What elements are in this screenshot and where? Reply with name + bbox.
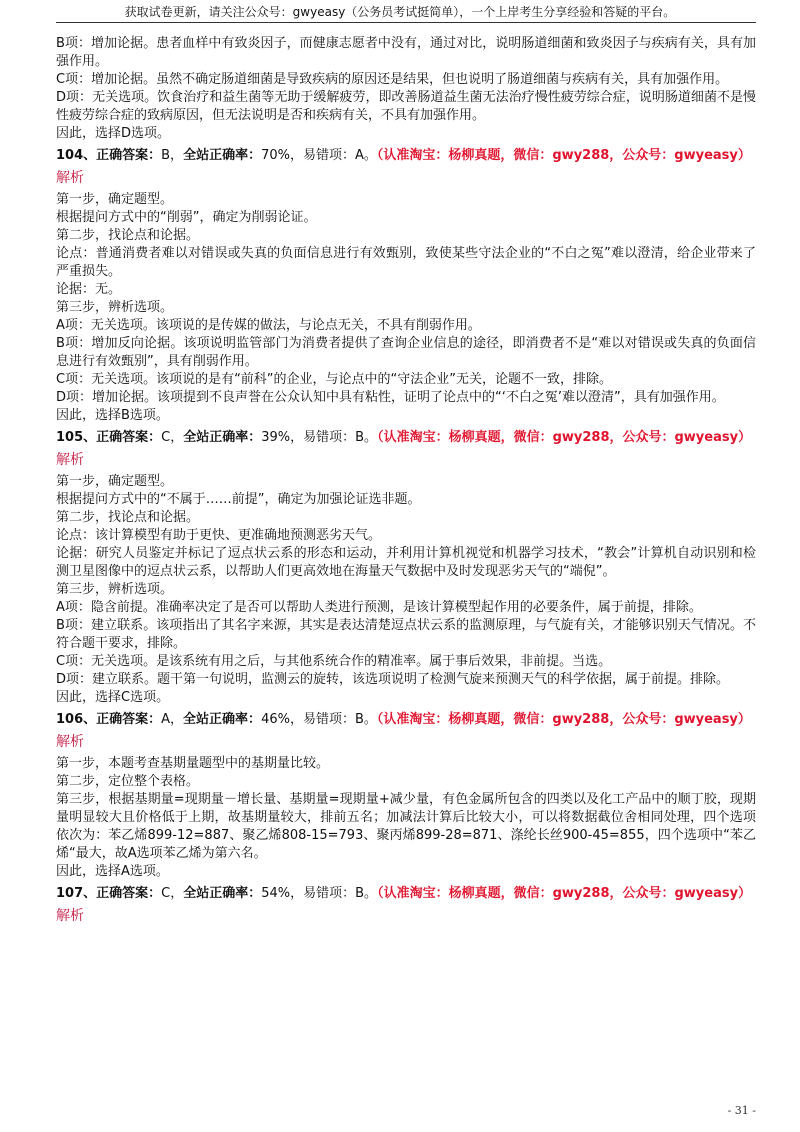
question-number-label: 107、正确答案： xyxy=(56,886,162,901)
paragraph: 根据提问方式中的“不属于……前提”，确定为加强论证选非题。 xyxy=(56,492,421,507)
correct-answer: B， xyxy=(161,148,184,163)
paragraph: B项：增加论据。患者血样中有致炎因子，而健康志愿者中没有，通过对比，说明肠道细菌和致炎因子与疾病有关，具有加强作用。 xyxy=(56,36,756,69)
paragraph: 第二步，找论点和论据。 xyxy=(56,228,200,243)
analysis-heading: 解析 xyxy=(56,452,84,468)
paragraph: 第三步，辨析选项。 xyxy=(56,582,174,597)
question-number-label: 104、正确答案： xyxy=(56,148,162,163)
accuracy-label: 全站正确率： xyxy=(183,430,262,445)
analysis-heading: 解析 xyxy=(56,170,84,186)
question-answer-header xyxy=(56,710,756,729)
accuracy-label: 全站正确率： xyxy=(183,886,262,901)
paragraph: D项：无关选项。饮食治疗和益生菌等无助于缓解疲劳，即改善肠道益生菌无法治疗慢性疲劳综合症，说明肠道细菌不是慢性疲劳综合症的致病原因，但无法说明是否和疾病有关，不具有加强作用。 xyxy=(56,90,756,123)
page-header: 获取试卷更新，请关注公众号：gwyeasy（公务员考试挺简单），一个上岸考生分享经验和答疑的平台。 xyxy=(124,5,676,19)
paragraph: C项：增加论据。虽然不确定肠道细菌是导致疾病的原因还是结果，但也说明了肠道细菌与疾病有关，具有加强作用。 xyxy=(56,72,729,87)
accuracy-value: 46%，易错项：B。 xyxy=(261,712,377,727)
question-answer-header xyxy=(56,428,756,447)
paragraph: C项：无关选项。是该系统有用之后，与其他系统合作的精准率。属于事后效果，非前提。当选。 xyxy=(56,654,612,669)
paragraph: C项：无关选项。该项说的是有“前科”的企业，与论点中的“守法企业”无关，论题不一致，排除。 xyxy=(56,372,613,387)
paragraph: 第一步，确定题型。 xyxy=(56,474,174,489)
paragraph: 第一步，本题考查基期量题型中的基期量比较。 xyxy=(56,756,330,771)
document-body xyxy=(56,35,756,929)
accuracy-label: 全站正确率： xyxy=(183,712,262,727)
paragraph: A项：隐含前提。准确率决定了是否可以帮助人类进行预测，是该计算模型起作用的必要条件，属于前提，排除。 xyxy=(56,600,702,615)
header-divider xyxy=(56,22,756,23)
paragraph: 第一步，确定题型。 xyxy=(56,192,174,207)
source-notice: （认准淘宝：杨柳真题，微信：gwy288，公众号：gwyeasy） xyxy=(376,148,751,163)
source-notice: （认准淘宝：杨柳真题，微信：gwy288，公众号：gwyeasy） xyxy=(376,712,751,727)
paragraph: 第二步，定位整个表格。 xyxy=(56,774,200,789)
paragraph: 论点：该计算模型有助于更快、更准确地预测恶劣天气。 xyxy=(56,528,382,543)
paragraph: 第三步，辨析选项。 xyxy=(56,300,174,315)
question-answer-header xyxy=(56,884,756,903)
paragraph: B项：增加反向论据。该项说明监管部门为消费者提供了查询企业信息的途径，即消费者不是“难以对错误或失真的负面信息进行有效甄别”，具有削弱作用。 xyxy=(56,336,756,369)
analysis-heading: 解析 xyxy=(56,908,84,924)
paragraph: D项：增加论据。该项提到不良声誉在公众认知中具有粘性，证明了论点中的“‘不白之冤’难以澄清”，具有加强作用。 xyxy=(56,390,725,405)
source-notice: （认准淘宝：杨柳真题，微信：gwy288，公众号：gwyeasy） xyxy=(377,430,752,445)
question-number-label: 106、正确答案： xyxy=(56,712,162,727)
correct-answer: A， xyxy=(161,712,184,727)
source-notice: （认准淘宝：杨柳真题，微信：gwy288，公众号：gwyeasy） xyxy=(377,886,752,901)
paragraph: 论据：无。 xyxy=(56,282,122,297)
paragraph: A项：无关选项。该项说的是传媒的做法，与论点无关，不具有削弱作用。 xyxy=(56,318,481,333)
question-number-label: 105、正确答案： xyxy=(56,430,162,445)
page-number: - 31 - xyxy=(727,1104,756,1117)
paragraph: B项：建立联系。该项指出了其名字来源，其实是表达清楚逗点状云系的监测原理，与气旋有关，才能够识别天气情况。不符合题干要求，排除。 xyxy=(56,618,756,651)
paragraph: 因此，选择B选项。 xyxy=(56,408,169,423)
accuracy-value: 39%，易错项：B。 xyxy=(261,430,378,445)
paragraph: 根据提问方式中的“削弱”，确定为削弱论证。 xyxy=(56,210,317,225)
correct-answer: C， xyxy=(161,886,184,901)
paragraph: 论点：普通消费者难以对错误或失真的负面信息进行有效甄别，致使某些守法企业的“不白之冤”难以澄清，给企业带来了严重损失。 xyxy=(56,246,756,279)
paragraph: 因此，选择C选项。 xyxy=(56,690,170,705)
paragraph: 第三步，根据基期量=现期量－增长量、基期量=现期量+减少量，有色金属所包含的四类以及化工产品中的顺丁胶，现期量明显较大且价格低于上期，故基期量较大，排前五名；加减法计算后比较大小，可以将数据截位舍相同处理，四个选项依次为：苯乙烯899-12=887、聚乙烯808-15=793、聚丙烯899-28=871、涤纶长丝900-45=855，四个选项中“苯乙烯“最大，故A选项苯乙烯为第六名。 xyxy=(56,792,756,861)
accuracy-value: 54%，易错项：B。 xyxy=(261,886,378,901)
analysis-heading: 解析 xyxy=(56,734,84,750)
paragraph: 因此，选择D选项。 xyxy=(56,126,171,141)
accuracy-value: 70%，易错项：A。 xyxy=(261,148,377,163)
correct-answer: C， xyxy=(161,430,184,445)
paragraph: 因此，选择A选项。 xyxy=(56,864,169,879)
accuracy-label: 全站正确率： xyxy=(183,148,262,163)
paragraph: 论据：研究人员鉴定并标记了逗点状云系的形态和运动，并利用计算机视觉和机器学习技术，“教会”计算机自动识别和检测卫星图像中的逗点状云系，以帮助人们更高效地在海量天气数据中及时发现恶劣天气的“端倪”。 xyxy=(56,546,756,579)
paragraph: D项：建立联系。题干第一句说明，监测云的旋转，该选项说明了检测气旋来预测天气的科学依据，属于前提。排除。 xyxy=(56,672,730,687)
question-answer-header xyxy=(56,146,756,165)
paragraph: 第二步，找论点和论据。 xyxy=(56,510,200,525)
